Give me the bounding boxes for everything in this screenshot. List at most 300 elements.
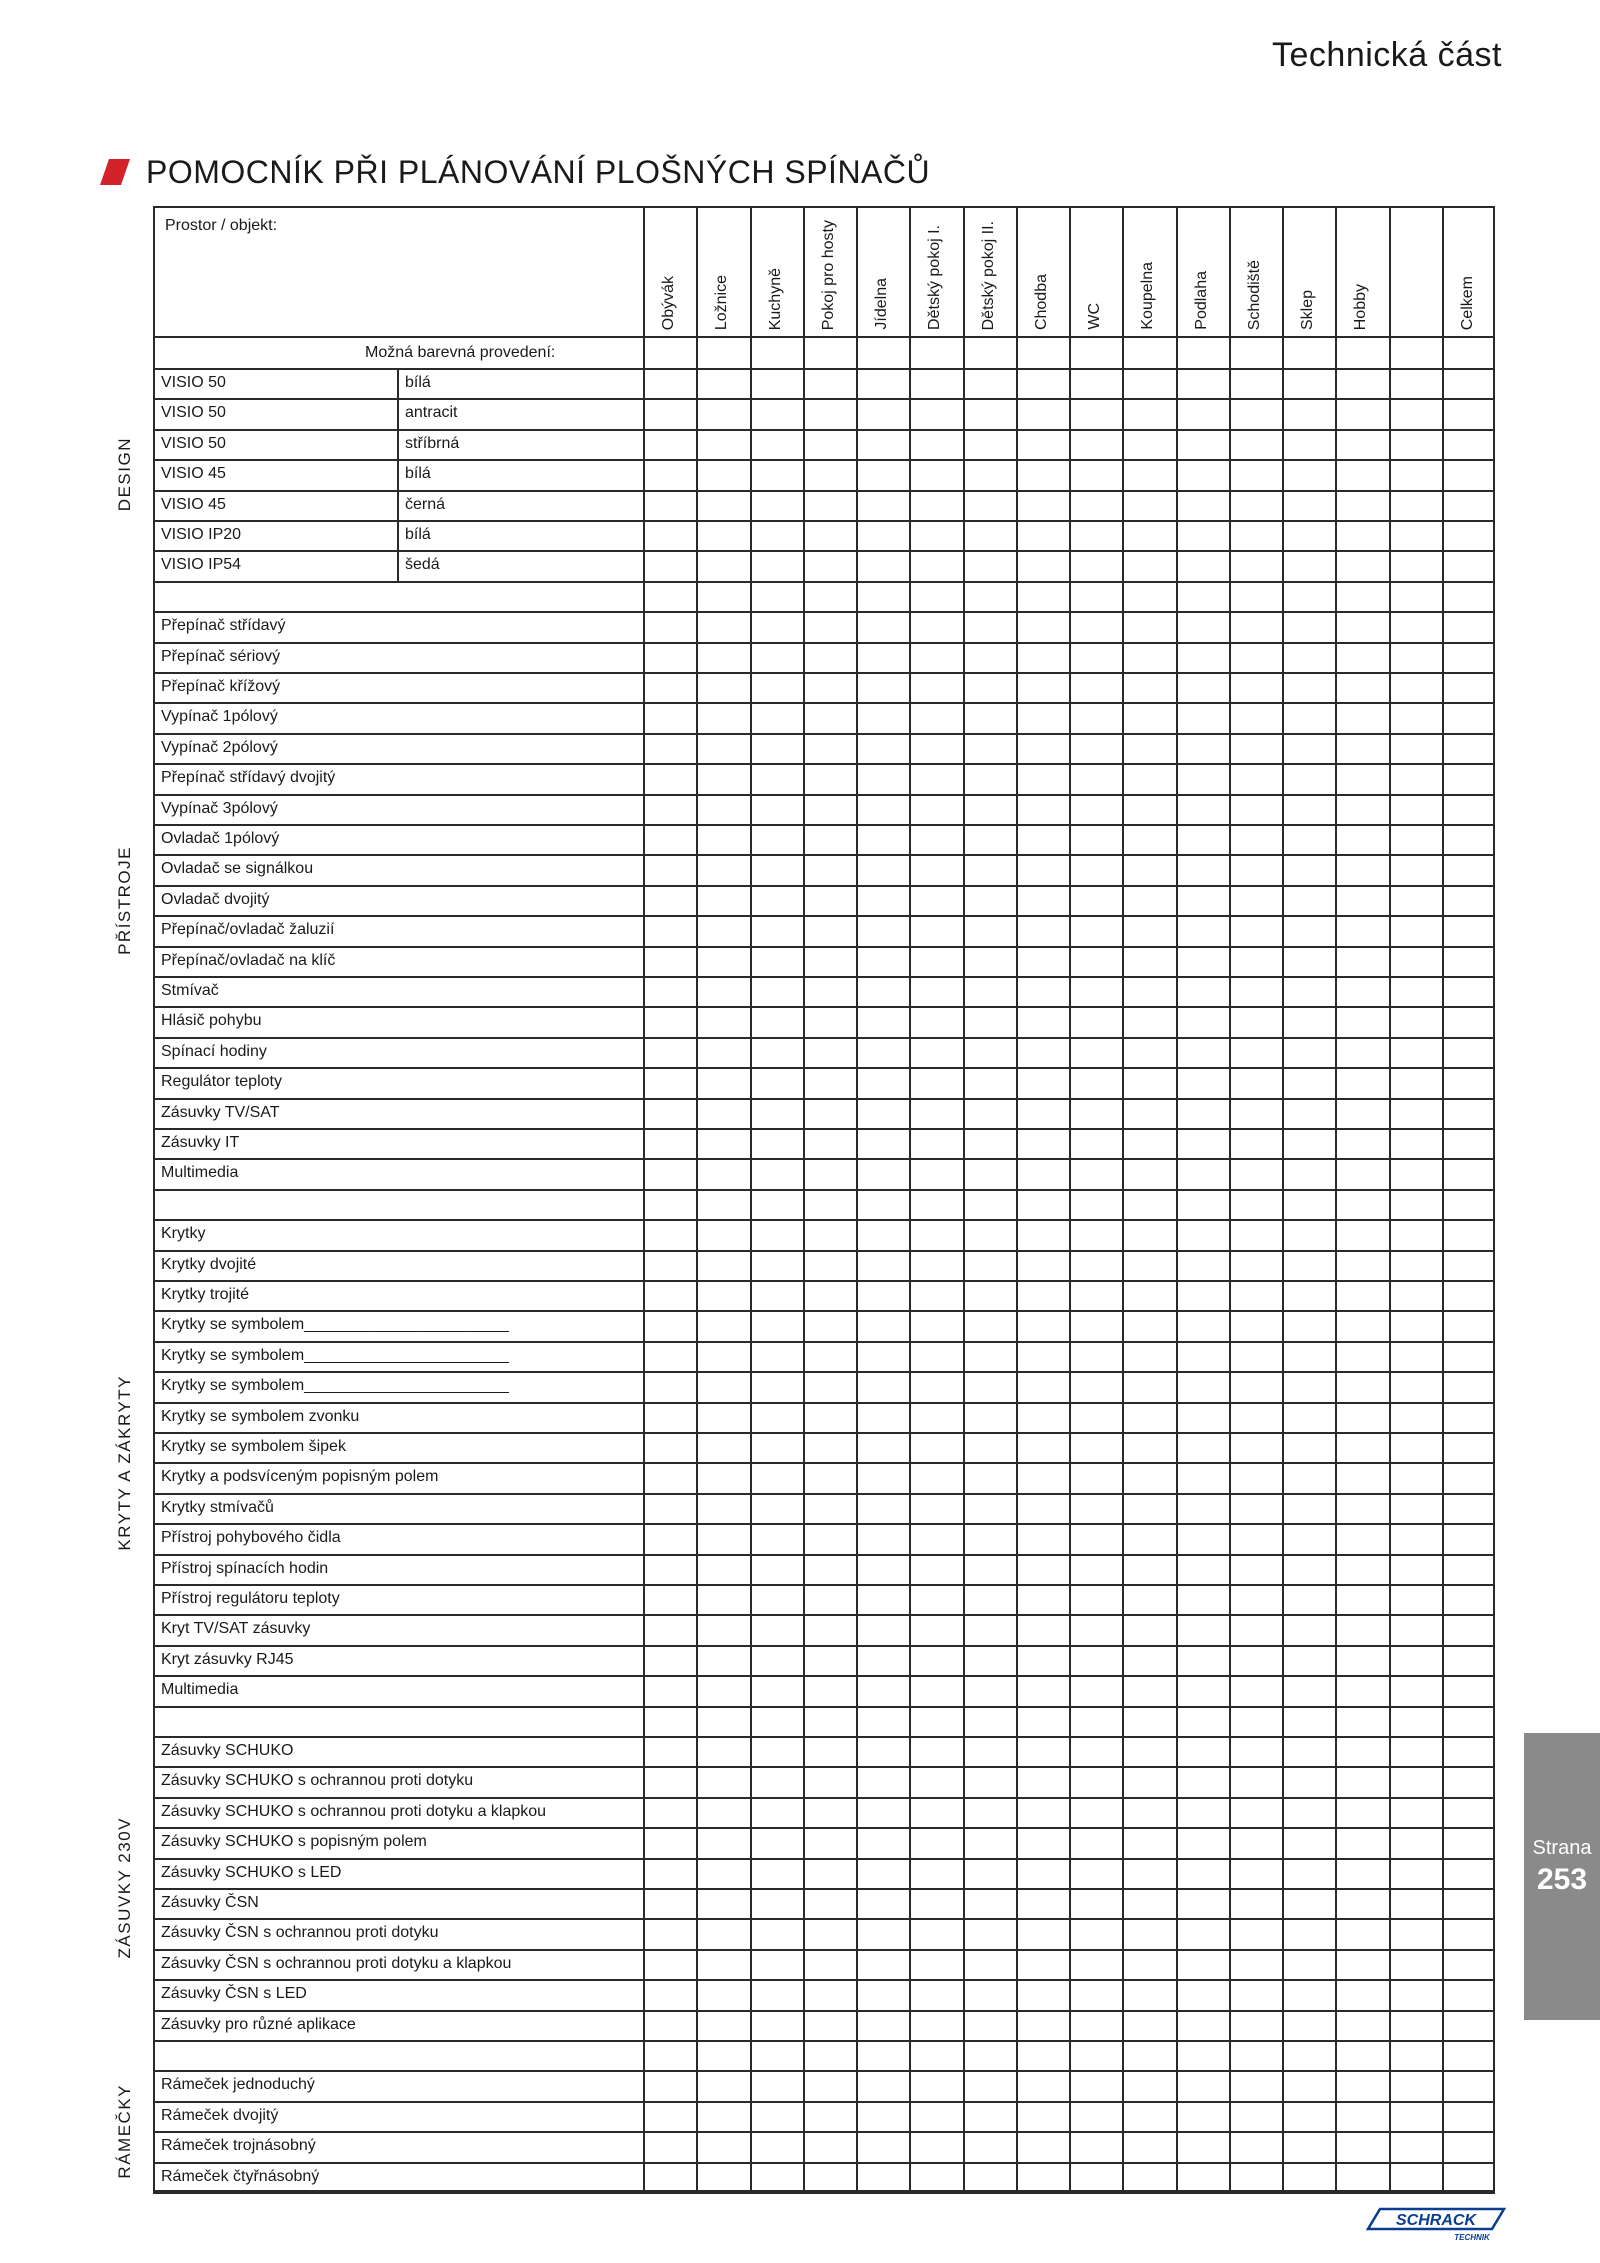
entry-cell[interactable]: [1124, 735, 1174, 762]
entry-cell[interactable]: [645, 522, 695, 549]
entry-cell[interactable]: [1178, 1282, 1228, 1309]
entry-cell[interactable]: [1018, 1130, 1068, 1157]
entry-cell[interactable]: [752, 2164, 802, 2191]
entry-cell[interactable]: [1124, 1404, 1174, 1431]
entry-cell[interactable]: [965, 1130, 1015, 1157]
entry-cell[interactable]: [858, 370, 908, 397]
entry-cell[interactable]: [1018, 461, 1068, 488]
entry-cell[interactable]: [1071, 1860, 1121, 1887]
entry-cell[interactable]: [1124, 1252, 1174, 1279]
entry-cell[interactable]: [805, 1069, 855, 1096]
entry-cell[interactable]: [698, 522, 748, 549]
entry-cell[interactable]: [911, 1920, 961, 1947]
entry-cell[interactable]: [1337, 796, 1387, 823]
entry-cell[interactable]: [1284, 1434, 1334, 1461]
entry-cell[interactable]: [858, 1890, 908, 1917]
entry-cell[interactable]: [1284, 1069, 1334, 1096]
entry-cell[interactable]: [1231, 2164, 1281, 2191]
entry-cell[interactable]: [911, 2103, 961, 2130]
entry-cell[interactable]: [752, 704, 802, 731]
entry-cell[interactable]: [1178, 644, 1228, 671]
entry-cell[interactable]: [1284, 856, 1334, 883]
entry-cell[interactable]: [911, 1677, 961, 1704]
entry-cell[interactable]: [1018, 1677, 1068, 1704]
entry-cell[interactable]: [1284, 1920, 1334, 1947]
entry-cell[interactable]: [752, 1556, 802, 1583]
entry-cell[interactable]: [1284, 2012, 1334, 2039]
entry-cell[interactable]: [965, 1434, 1015, 1461]
entry-cell[interactable]: [1018, 887, 1068, 914]
entry-cell[interactable]: [1444, 826, 1494, 853]
entry-cell[interactable]: [1018, 1160, 1068, 1187]
entry-cell[interactable]: [1284, 461, 1334, 488]
entry-cell[interactable]: [965, 1252, 1015, 1279]
entry-cell[interactable]: [965, 1738, 1015, 1765]
entry-cell[interactable]: [698, 796, 748, 823]
entry-cell[interactable]: [1231, 1920, 1281, 1947]
entry-cell[interactable]: [858, 1981, 908, 2008]
entry-cell[interactable]: [858, 461, 908, 488]
entry-cell[interactable]: [911, 1160, 961, 1187]
entry-cell[interactable]: [858, 1464, 908, 1491]
entry-cell[interactable]: [1444, 1860, 1494, 1887]
entry-cell[interactable]: [1124, 1829, 1174, 1856]
entry-cell[interactable]: [1178, 735, 1228, 762]
entry-cell[interactable]: [1284, 1252, 1334, 1279]
entry-cell[interactable]: [965, 1312, 1015, 1339]
entry-cell[interactable]: [752, 978, 802, 1005]
entry-cell[interactable]: [1178, 613, 1228, 640]
entry-cell[interactable]: [858, 1677, 908, 1704]
entry-cell[interactable]: [1231, 613, 1281, 640]
entry-cell[interactable]: [1231, 1525, 1281, 1552]
entry-cell[interactable]: [1071, 492, 1121, 519]
entry-cell[interactable]: [1391, 1312, 1441, 1339]
entry-cell[interactable]: [805, 1160, 855, 1187]
entry-cell[interactable]: [1018, 1586, 1068, 1613]
entry-cell[interactable]: [1018, 1890, 1068, 1917]
entry-cell[interactable]: [1231, 1799, 1281, 1826]
entry-cell[interactable]: [1071, 796, 1121, 823]
entry-cell[interactable]: [1178, 1252, 1228, 1279]
entry-cell[interactable]: [1124, 1586, 1174, 1613]
entry-cell[interactable]: [911, 735, 961, 762]
entry-cell[interactable]: [1124, 796, 1174, 823]
entry-cell[interactable]: [1444, 644, 1494, 671]
entry-cell[interactable]: [858, 2164, 908, 2191]
entry-cell[interactable]: [805, 887, 855, 914]
entry-cell[interactable]: [1444, 2133, 1494, 2160]
entry-cell[interactable]: [1284, 431, 1334, 458]
entry-cell[interactable]: [645, 1768, 695, 1795]
entry-cell[interactable]: [965, 1768, 1015, 1795]
entry-cell[interactable]: [1178, 948, 1228, 975]
entry-cell[interactable]: [965, 1951, 1015, 1978]
entry-cell[interactable]: [1284, 1008, 1334, 1035]
entry-cell[interactable]: [805, 1221, 855, 1248]
entry-cell[interactable]: [1231, 1282, 1281, 1309]
entry-cell[interactable]: [698, 2164, 748, 2191]
entry-cell[interactable]: [752, 1221, 802, 1248]
entry-cell[interactable]: [1124, 1556, 1174, 1583]
entry-cell[interactable]: [1391, 522, 1441, 549]
entry-cell[interactable]: [645, 1829, 695, 1856]
entry-cell[interactable]: [805, 948, 855, 975]
entry-cell[interactable]: [805, 431, 855, 458]
entry-cell[interactable]: [1071, 1799, 1121, 1826]
entry-cell[interactable]: [1071, 1829, 1121, 1856]
entry-cell[interactable]: [1071, 1768, 1121, 1795]
entry-cell[interactable]: [698, 552, 748, 579]
entry-cell[interactable]: [1391, 1738, 1441, 1765]
entry-cell[interactable]: [698, 431, 748, 458]
entry-cell[interactable]: [911, 1434, 961, 1461]
entry-cell[interactable]: [1284, 796, 1334, 823]
entry-cell[interactable]: [1178, 2164, 1228, 2191]
entry-cell[interactable]: [805, 1464, 855, 1491]
entry-cell[interactable]: [1231, 1768, 1281, 1795]
entry-cell[interactable]: [1284, 1860, 1334, 1887]
entry-cell[interactable]: [1071, 917, 1121, 944]
entry-cell[interactable]: [965, 1981, 1015, 2008]
entry-cell[interactable]: [1391, 2072, 1441, 2099]
entry-cell[interactable]: [1124, 1495, 1174, 1522]
entry-cell[interactable]: [645, 1890, 695, 1917]
entry-cell[interactable]: [1178, 492, 1228, 519]
entry-cell[interactable]: [1391, 917, 1441, 944]
entry-cell[interactable]: [1391, 1282, 1441, 1309]
entry-cell[interactable]: [1284, 1373, 1334, 1400]
entry-cell[interactable]: [752, 1252, 802, 1279]
entry-cell[interactable]: [1391, 1373, 1441, 1400]
entry-cell[interactable]: [911, 1008, 961, 1035]
entry-cell[interactable]: [645, 1920, 695, 1947]
entry-cell[interactable]: [1337, 644, 1387, 671]
entry-cell[interactable]: [1391, 1434, 1441, 1461]
entry-cell[interactable]: [1124, 552, 1174, 579]
entry-cell[interactable]: [1018, 2072, 1068, 2099]
entry-cell[interactable]: [1284, 1039, 1334, 1066]
entry-cell[interactable]: [1444, 1252, 1494, 1279]
entry-cell[interactable]: [1178, 1221, 1228, 1248]
entry-cell[interactable]: [1337, 1160, 1387, 1187]
entry-cell[interactable]: [752, 1039, 802, 1066]
entry-cell[interactable]: [1444, 1282, 1494, 1309]
entry-cell[interactable]: [645, 644, 695, 671]
entry-cell[interactable]: [698, 1799, 748, 1826]
entry-cell[interactable]: [752, 1677, 802, 1704]
entry-cell[interactable]: [752, 1464, 802, 1491]
entry-cell[interactable]: [858, 1282, 908, 1309]
entry-cell[interactable]: [1018, 796, 1068, 823]
entry-cell[interactable]: [1018, 1495, 1068, 1522]
entry-cell[interactable]: [858, 1312, 908, 1339]
entry-cell[interactable]: [1391, 431, 1441, 458]
entry-cell[interactable]: [1284, 1312, 1334, 1339]
entry-cell[interactable]: [1231, 1160, 1281, 1187]
entry-cell[interactable]: [1337, 522, 1387, 549]
entry-cell[interactable]: [698, 613, 748, 640]
entry-cell[interactable]: [858, 1404, 908, 1431]
entry-cell[interactable]: [1391, 1981, 1441, 2008]
entry-cell[interactable]: [1071, 2103, 1121, 2130]
entry-cell[interactable]: [1178, 2072, 1228, 2099]
entry-cell[interactable]: [1444, 1434, 1494, 1461]
entry-cell[interactable]: [911, 917, 961, 944]
entry-cell[interactable]: [805, 1252, 855, 1279]
entry-cell[interactable]: [1071, 1404, 1121, 1431]
entry-cell[interactable]: [698, 1434, 748, 1461]
entry-cell[interactable]: [805, 978, 855, 1005]
entry-cell[interactable]: [698, 826, 748, 853]
entry-cell[interactable]: [1391, 1525, 1441, 1552]
entry-cell[interactable]: [858, 1525, 908, 1552]
entry-cell[interactable]: [858, 1252, 908, 1279]
entry-cell[interactable]: [965, 1829, 1015, 1856]
entry-cell[interactable]: [858, 1343, 908, 1370]
entry-cell[interactable]: [1337, 2072, 1387, 2099]
entry-cell[interactable]: [965, 978, 1015, 1005]
entry-cell[interactable]: [1284, 644, 1334, 671]
entry-cell[interactable]: [698, 370, 748, 397]
entry-cell[interactable]: [1444, 856, 1494, 883]
entry-cell[interactable]: [965, 887, 1015, 914]
entry-cell[interactable]: [1337, 1100, 1387, 1127]
entry-cell[interactable]: [858, 735, 908, 762]
entry-cell[interactable]: [911, 1586, 961, 1613]
entry-cell[interactable]: [645, 674, 695, 701]
entry-cell[interactable]: [911, 1647, 961, 1674]
entry-cell[interactable]: [698, 1616, 748, 1643]
entry-cell[interactable]: [1124, 1616, 1174, 1643]
entry-cell[interactable]: [1178, 1951, 1228, 1978]
entry-cell[interactable]: [1284, 978, 1334, 1005]
entry-cell[interactable]: [911, 1860, 961, 1887]
entry-cell[interactable]: [1231, 522, 1281, 549]
entry-cell[interactable]: [1391, 826, 1441, 853]
entry-cell[interactable]: [1337, 2012, 1387, 2039]
entry-cell[interactable]: [1178, 1616, 1228, 1643]
entry-cell[interactable]: [1231, 1890, 1281, 1917]
entry-cell[interactable]: [698, 1981, 748, 2008]
entry-cell[interactable]: [1124, 1221, 1174, 1248]
entry-cell[interactable]: [805, 461, 855, 488]
entry-cell[interactable]: [1284, 1768, 1334, 1795]
entry-cell[interactable]: [1071, 826, 1121, 853]
entry-cell[interactable]: [1391, 796, 1441, 823]
entry-cell[interactable]: [911, 522, 961, 549]
entry-cell[interactable]: [858, 704, 908, 731]
entry-cell[interactable]: [1178, 1495, 1228, 1522]
entry-cell[interactable]: [805, 552, 855, 579]
entry-cell[interactable]: [698, 887, 748, 914]
entry-cell[interactable]: [752, 370, 802, 397]
entry-cell[interactable]: [1444, 1100, 1494, 1127]
entry-cell[interactable]: [1124, 1768, 1174, 1795]
entry-cell[interactable]: [1444, 431, 1494, 458]
entry-cell[interactable]: [1018, 1069, 1068, 1096]
entry-cell[interactable]: [805, 522, 855, 549]
entry-cell[interactable]: [1231, 1829, 1281, 1856]
entry-cell[interactable]: [1071, 1039, 1121, 1066]
entry-cell[interactable]: [1071, 887, 1121, 914]
entry-cell[interactable]: [911, 856, 961, 883]
entry-cell[interactable]: [1124, 2133, 1174, 2160]
entry-cell[interactable]: [1178, 552, 1228, 579]
entry-cell[interactable]: [1018, 948, 1068, 975]
entry-cell[interactable]: [1391, 1039, 1441, 1066]
entry-cell[interactable]: [1124, 1160, 1174, 1187]
entry-cell[interactable]: [645, 1677, 695, 1704]
entry-cell[interactable]: [1231, 978, 1281, 1005]
entry-cell[interactable]: [1124, 522, 1174, 549]
entry-cell[interactable]: [965, 735, 1015, 762]
entry-cell[interactable]: [805, 1373, 855, 1400]
entry-cell[interactable]: [1231, 704, 1281, 731]
entry-cell[interactable]: [1391, 2012, 1441, 2039]
entry-cell[interactable]: [752, 1738, 802, 1765]
entry-cell[interactable]: [965, 1373, 1015, 1400]
entry-cell[interactable]: [1337, 552, 1387, 579]
entry-cell[interactable]: [1231, 796, 1281, 823]
entry-cell[interactable]: [1337, 1252, 1387, 1279]
entry-cell[interactable]: [1284, 370, 1334, 397]
entry-cell[interactable]: [1337, 1647, 1387, 1674]
entry-cell[interactable]: [1178, 1556, 1228, 1583]
entry-cell[interactable]: [1391, 552, 1441, 579]
entry-cell[interactable]: [965, 1282, 1015, 1309]
entry-cell[interactable]: [911, 1282, 961, 1309]
entry-cell[interactable]: [1337, 1799, 1387, 1826]
entry-cell[interactable]: [1444, 1647, 1494, 1674]
entry-cell[interactable]: [805, 765, 855, 792]
entry-cell[interactable]: [858, 1768, 908, 1795]
entry-cell[interactable]: [752, 431, 802, 458]
entry-cell[interactable]: [1071, 431, 1121, 458]
entry-cell[interactable]: [1444, 704, 1494, 731]
entry-cell[interactable]: [911, 1404, 961, 1431]
entry-cell[interactable]: [1018, 2103, 1068, 2130]
entry-cell[interactable]: [1071, 644, 1121, 671]
entry-cell[interactable]: [965, 1920, 1015, 1947]
entry-cell[interactable]: [1284, 1100, 1334, 1127]
entry-cell[interactable]: [805, 370, 855, 397]
entry-cell[interactable]: [645, 1282, 695, 1309]
entry-cell[interactable]: [645, 1586, 695, 1613]
entry-cell[interactable]: [752, 400, 802, 427]
entry-cell[interactable]: [645, 552, 695, 579]
entry-cell[interactable]: [1337, 1464, 1387, 1491]
entry-cell[interactable]: [911, 1556, 961, 1583]
entry-cell[interactable]: [752, 1404, 802, 1431]
entry-cell[interactable]: [1231, 917, 1281, 944]
entry-cell[interactable]: [698, 1556, 748, 1583]
entry-cell[interactable]: [965, 1647, 1015, 1674]
entry-cell[interactable]: [645, 856, 695, 883]
entry-cell[interactable]: [1124, 461, 1174, 488]
entry-cell[interactable]: [1391, 765, 1441, 792]
entry-cell[interactable]: [858, 1556, 908, 1583]
entry-cell[interactable]: [1391, 1130, 1441, 1157]
entry-cell[interactable]: [1178, 1343, 1228, 1370]
entry-cell[interactable]: [698, 1343, 748, 1370]
entry-cell[interactable]: [1444, 1160, 1494, 1187]
entry-cell[interactable]: [1444, 1221, 1494, 1248]
entry-cell[interactable]: [858, 978, 908, 1005]
entry-cell[interactable]: [1444, 1343, 1494, 1370]
entry-cell[interactable]: [1391, 1008, 1441, 1035]
entry-cell[interactable]: [911, 400, 961, 427]
entry-cell[interactable]: [752, 887, 802, 914]
entry-cell[interactable]: [858, 1829, 908, 1856]
entry-cell[interactable]: [1444, 522, 1494, 549]
entry-cell[interactable]: [1337, 370, 1387, 397]
entry-cell[interactable]: [1337, 1738, 1387, 1765]
entry-cell[interactable]: [1178, 1647, 1228, 1674]
entry-cell[interactable]: [1071, 704, 1121, 731]
entry-cell[interactable]: [1231, 948, 1281, 975]
entry-cell[interactable]: [1444, 613, 1494, 640]
entry-cell[interactable]: [1018, 1373, 1068, 1400]
entry-cell[interactable]: [645, 2164, 695, 2191]
entry-cell[interactable]: [1018, 1464, 1068, 1491]
entry-cell[interactable]: [1124, 674, 1174, 701]
entry-cell[interactable]: [805, 1647, 855, 1674]
entry-cell[interactable]: [858, 1434, 908, 1461]
entry-cell[interactable]: [645, 1495, 695, 1522]
entry-cell[interactable]: [1337, 1404, 1387, 1431]
entry-cell[interactable]: [752, 552, 802, 579]
entry-cell[interactable]: [1018, 1981, 1068, 2008]
entry-cell[interactable]: [805, 492, 855, 519]
entry-cell[interactable]: [698, 765, 748, 792]
entry-cell[interactable]: [1124, 492, 1174, 519]
entry-cell[interactable]: [1178, 1130, 1228, 1157]
entry-cell[interactable]: [1231, 1069, 1281, 1096]
entry-cell[interactable]: [698, 1890, 748, 1917]
entry-cell[interactable]: [1444, 1799, 1494, 1826]
entry-cell[interactable]: [752, 1282, 802, 1309]
entry-cell[interactable]: [965, 370, 1015, 397]
entry-cell[interactable]: [1018, 1434, 1068, 1461]
entry-cell[interactable]: [805, 1343, 855, 1370]
entry-cell[interactable]: [1124, 1069, 1174, 1096]
entry-cell[interactable]: [1124, 704, 1174, 731]
entry-cell[interactable]: [1391, 1100, 1441, 1127]
entry-cell[interactable]: [858, 431, 908, 458]
entry-cell[interactable]: [858, 1100, 908, 1127]
entry-cell[interactable]: [911, 1039, 961, 1066]
entry-cell[interactable]: [698, 978, 748, 1005]
entry-cell[interactable]: [645, 2072, 695, 2099]
entry-cell[interactable]: [752, 1312, 802, 1339]
entry-cell[interactable]: [805, 1829, 855, 1856]
entry-cell[interactable]: [805, 1100, 855, 1127]
entry-cell[interactable]: [911, 1221, 961, 1248]
entry-cell[interactable]: [1124, 644, 1174, 671]
entry-cell[interactable]: [1284, 522, 1334, 549]
entry-cell[interactable]: [1231, 1252, 1281, 1279]
entry-cell[interactable]: [965, 613, 1015, 640]
entry-cell[interactable]: [1124, 1282, 1174, 1309]
entry-cell[interactable]: [1231, 1951, 1281, 1978]
entry-cell[interactable]: [1391, 856, 1441, 883]
entry-cell[interactable]: [911, 644, 961, 671]
entry-cell[interactable]: [698, 1738, 748, 1765]
entry-cell[interactable]: [1391, 613, 1441, 640]
entry-cell[interactable]: [858, 552, 908, 579]
entry-cell[interactable]: [1231, 2072, 1281, 2099]
